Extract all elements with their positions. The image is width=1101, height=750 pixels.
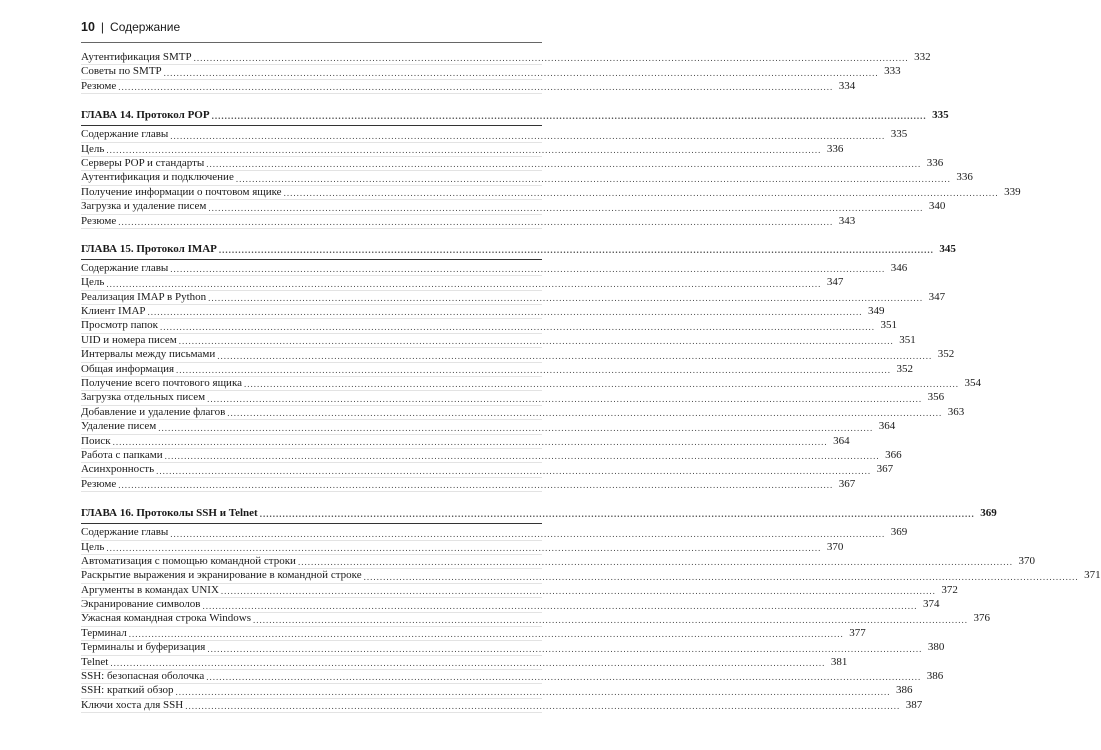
toc-entry-title: Получение всего почтового ящика xyxy=(81,377,243,390)
toc-entry-page: 347 xyxy=(928,290,946,303)
toc-entry xyxy=(81,333,916,348)
leader-dots: ............................................................................................................................................................................................................................ xyxy=(193,53,909,64)
toc-entry-title: Цель xyxy=(81,142,105,155)
toc-entry xyxy=(81,583,958,598)
toc-entry-page: 370 xyxy=(826,540,844,553)
toc-entry xyxy=(81,50,931,65)
toc-entry-page: 343 xyxy=(838,214,856,227)
chapter-section xyxy=(81,108,1021,229)
page-number: 10 xyxy=(81,20,95,34)
chapter-heading-title: ГЛАВА 14. Протокол POP xyxy=(81,109,210,122)
leader-dots: ............................................................................................................................................................................................................................ xyxy=(147,307,863,318)
toc-entry xyxy=(81,641,945,655)
toc-entry-title: Получение информации о почтовом ящике xyxy=(81,185,282,198)
toc-entry xyxy=(81,290,946,305)
toc-entry-title: SSH: безопасная оболочка xyxy=(81,670,205,683)
toc-entry-page: 380 xyxy=(927,641,945,654)
toc-entry xyxy=(81,612,991,627)
leader-dots: ............................................................................................................................................................................................................................ xyxy=(206,672,922,683)
table-of-contents xyxy=(81,50,1101,713)
chapter-heading-title: ГЛАВА 16. Протоколы SSH и Telnet xyxy=(81,507,258,520)
chapter-heading xyxy=(81,242,956,260)
toc-entry xyxy=(81,598,940,612)
leader-dots: ............................................................................................................................................................................................................................ xyxy=(283,188,999,199)
toc-entry-title: Резюме xyxy=(81,79,117,92)
leader-dots: ............................................................................................................................................................................................................................ xyxy=(220,586,936,597)
toc-entry-title: SSH: краткий обзор xyxy=(81,684,174,697)
toc-entry-title: Общая информация xyxy=(81,362,175,375)
toc-entry-title: Аутентификация и подключение xyxy=(81,171,234,184)
toc-entry-page: 372 xyxy=(941,583,958,596)
leader-dots: ............................................................................................................................................................................................................................ xyxy=(159,321,875,332)
toc-entry-title: Асинхронность xyxy=(81,463,155,476)
toc-entry xyxy=(81,448,902,463)
leader-dots: ............................................................................................................................................................................................................................ xyxy=(211,111,927,122)
chapter-heading-page: 335 xyxy=(932,109,949,122)
leader-dots: ............................................................................................................................................................................................................................ xyxy=(106,542,822,553)
toc-entry-title: UID и номера писем xyxy=(81,333,177,346)
toc-entry-page: 386 xyxy=(895,684,913,697)
toc-entry-title: Серверы POP и стандарты xyxy=(81,156,205,169)
section-continued xyxy=(81,50,931,94)
leader-dots: ............................................................................................................................................................................................................................ xyxy=(176,365,892,376)
toc-entry xyxy=(81,319,897,333)
toc-entry-page: 351 xyxy=(880,319,897,332)
leader-dots: ............................................................................................................................................................................................................................ xyxy=(218,244,934,255)
toc-entry xyxy=(81,540,844,555)
leader-dots: ............................................................................................................................................................................................................................ xyxy=(128,629,844,640)
leader-dots: ............................................................................................................................................................................................................................ xyxy=(207,393,923,404)
toc-entry-page: 347 xyxy=(826,276,844,289)
toc-entry xyxy=(81,261,908,276)
toc-entry xyxy=(81,554,1035,569)
toc-entry-page: 376 xyxy=(973,612,991,625)
leader-dots: ............................................................................................................................................................................................................................ xyxy=(207,643,923,654)
toc-entry xyxy=(81,65,901,79)
toc-entry-title: Содержание главы xyxy=(81,128,169,141)
toc-entry-title: Удаление писем xyxy=(81,420,157,433)
toc-entry xyxy=(81,214,856,229)
leader-dots: ............................................................................................................................................................................................................................ xyxy=(253,614,969,625)
toc-entry xyxy=(81,185,1021,200)
toc-entry-title: Добавление и удаление флагов xyxy=(81,405,226,418)
toc-entry xyxy=(81,142,844,157)
chapter-heading xyxy=(81,108,949,126)
header-separator: | xyxy=(100,20,105,34)
toc-entry-page: 334 xyxy=(838,79,856,92)
toc-entry-title: Раскрытие выражения и экранирование в командной строке xyxy=(81,569,362,582)
toc-entry-title: Терминалы и буферизация xyxy=(81,641,206,654)
toc-entry-title: Просмотр папок xyxy=(81,319,158,332)
toc-entry xyxy=(81,171,973,185)
leader-dots: ............................................................................................................................................................................................................................ xyxy=(208,293,924,304)
toc-entry xyxy=(81,655,848,670)
toc-entry-title: Ключи хоста для SSH xyxy=(81,698,184,711)
toc-entry-title: Автоматизация с помощью командной строки xyxy=(81,554,296,567)
toc-entry xyxy=(81,405,965,420)
toc-entry-page: 346 xyxy=(890,261,908,274)
toc-entry-page: 352 xyxy=(896,362,914,375)
toc-entry-title: Telnet xyxy=(81,655,109,668)
toc-entry-title: Работа с папками xyxy=(81,448,163,461)
toc-entry-page: 333 xyxy=(884,65,901,78)
toc-entry-title: Загрузка и удаление писем xyxy=(81,200,207,213)
toc-entry-page: 374 xyxy=(923,598,940,611)
toc-entry xyxy=(81,420,896,434)
leader-dots: ............................................................................................................................................................................................................................ xyxy=(112,436,828,447)
running-header xyxy=(81,20,542,43)
toc-entry-page: 367 xyxy=(838,477,856,490)
leader-dots: ............................................................................................................................................................................................................................ xyxy=(244,379,960,390)
chapter-section xyxy=(81,506,1101,713)
leader-dots: ............................................................................................................................................................................................................................ xyxy=(106,144,822,155)
leader-dots: ............................................................................................................................................................................................................................ xyxy=(202,600,918,611)
toc-entry xyxy=(81,128,908,142)
toc-entry-page: 364 xyxy=(878,420,896,433)
leader-dots: ............................................................................................................................................................................................................................ xyxy=(170,528,886,539)
leader-dots: ............................................................................................................................................................................................................................ xyxy=(156,465,872,476)
toc-entry xyxy=(81,362,914,377)
leader-dots: ............................................................................................................................................................................................................................ xyxy=(217,350,933,361)
toc-entry-page: 339 xyxy=(1004,185,1021,198)
leader-dots: ............................................................................................................................................................................................................................ xyxy=(227,408,943,419)
toc-entry-title: Загрузка отдельных писем xyxy=(81,391,206,404)
toc-entry xyxy=(81,463,894,477)
toc-entry-title: Цель xyxy=(81,540,105,553)
toc-entry-title: Терминал xyxy=(81,626,127,639)
toc-entry xyxy=(81,569,1101,583)
leader-dots: ............................................................................................................................................................................................................................ xyxy=(178,336,894,347)
leader-dots: ............................................................................................................................................................................................................................ xyxy=(158,422,874,433)
chapter-heading-title: ГЛАВА 15. Протокол IMAP xyxy=(81,242,217,255)
leader-dots: ............................................................................................................................................................................................................................ xyxy=(163,67,879,78)
toc-entry-page: 387 xyxy=(905,698,923,711)
toc-entry xyxy=(81,305,885,319)
toc-entry-page: 366 xyxy=(885,448,902,461)
toc-entry-title: Резюме xyxy=(81,214,117,227)
toc-entry xyxy=(81,391,945,405)
toc-entry-page: 369 xyxy=(890,526,908,539)
toc-entry xyxy=(81,276,844,290)
toc-entry-page: 352 xyxy=(937,348,955,361)
toc-entry xyxy=(81,670,944,684)
toc-entry-page: 340 xyxy=(928,200,946,213)
chapter-heading-page: 345 xyxy=(939,242,956,255)
toc-entry-title: Экранирование символов xyxy=(81,598,201,611)
leader-dots: ............................................................................................................................................................................................................................ xyxy=(175,686,891,697)
toc-entry-page: 386 xyxy=(926,670,944,683)
toc-entry xyxy=(81,156,944,171)
header-title: Содержание xyxy=(110,20,181,34)
toc-entry xyxy=(81,377,982,391)
leader-dots: ............................................................................................................................................................................................................................ xyxy=(118,216,834,227)
toc-entry-title: Ужасная командная строка Windows xyxy=(81,612,252,625)
leader-dots: ............................................................................................................................................................................................................................ xyxy=(297,557,1013,568)
toc-entry-page: 336 xyxy=(826,142,844,155)
toc-entry-page: 377 xyxy=(849,626,866,639)
toc-entry xyxy=(81,477,856,492)
leader-dots: ............................................................................................................................................................................................................................ xyxy=(118,480,834,491)
leader-dots: ............................................................................................................................................................................................................................ xyxy=(208,202,924,213)
toc-entry-page: 370 xyxy=(1018,554,1035,567)
chapter-heading xyxy=(81,506,997,524)
leader-dots: ............................................................................................................................................................................................................................ xyxy=(164,451,880,462)
toc-entry-page: 336 xyxy=(956,171,973,184)
chapter-section xyxy=(81,242,982,492)
toc-entry-title: Содержание главы xyxy=(81,526,169,539)
leader-dots: ............................................................................................................................................................................................................................ xyxy=(110,658,826,669)
leader-dots: ............................................................................................................................................................................................................................ xyxy=(118,82,834,93)
toc-entry-title: Аутентификация SMTP xyxy=(81,50,192,63)
toc-entry-page: 371 xyxy=(1084,569,1101,582)
toc-entry xyxy=(81,698,923,713)
leader-dots: ............................................................................................................................................................................................................................ xyxy=(206,159,922,170)
toc-entry xyxy=(81,79,856,94)
leader-dots: ............................................................................................................................................................................................................................ xyxy=(235,173,951,184)
toc-entry-page: 332 xyxy=(914,50,931,63)
toc-entry-page: 367 xyxy=(876,463,894,476)
leader-dots: ............................................................................................................................................................................................................................ xyxy=(185,701,901,712)
toc-entry-title: Цель xyxy=(81,276,105,289)
toc-entry-page: 351 xyxy=(899,333,916,346)
chapter-heading-page: 369 xyxy=(980,507,997,520)
toc-entry-title: Поиск xyxy=(81,434,111,447)
toc-entry xyxy=(81,684,913,698)
toc-entry-title: Советы по SMTP xyxy=(81,65,162,78)
leader-dots: ............................................................................................................................................................................................................................ xyxy=(106,278,822,289)
toc-entry-title: Реализация IMAP в Python xyxy=(81,290,207,303)
leader-dots: ............................................................................................................................................................................................................................ xyxy=(170,130,886,141)
leader-dots: ............................................................................................................................................................................................................................ xyxy=(170,264,886,275)
toc-entry-page: 349 xyxy=(868,305,885,318)
toc-entry-page: 356 xyxy=(927,391,945,404)
toc-entry xyxy=(81,200,946,214)
toc-entry-page: 381 xyxy=(830,655,848,668)
toc-entry-page: 336 xyxy=(926,156,944,169)
toc-entry xyxy=(81,434,850,449)
toc-entry-title: Содержание главы xyxy=(81,261,169,274)
toc-entry-title: Аргументы в командах UNIX xyxy=(81,583,219,596)
toc-entry-page: 363 xyxy=(947,405,965,418)
toc-entry xyxy=(81,526,908,540)
toc-entry-page: 354 xyxy=(964,377,982,390)
leader-dots: ............................................................................................................................................................................................................................ xyxy=(363,571,1079,582)
leader-dots: ............................................................................................................................................................................................................................ xyxy=(259,509,975,520)
toc-entry-title: Резюме xyxy=(81,477,117,490)
toc-entry-title: Интервалы между письмами xyxy=(81,348,216,361)
toc-entry xyxy=(81,626,866,641)
toc-entry xyxy=(81,348,955,362)
toc-entry-page: 335 xyxy=(890,128,908,141)
toc-entry-page: 364 xyxy=(833,434,850,447)
toc-entry-title: Клиент IMAP xyxy=(81,305,146,318)
